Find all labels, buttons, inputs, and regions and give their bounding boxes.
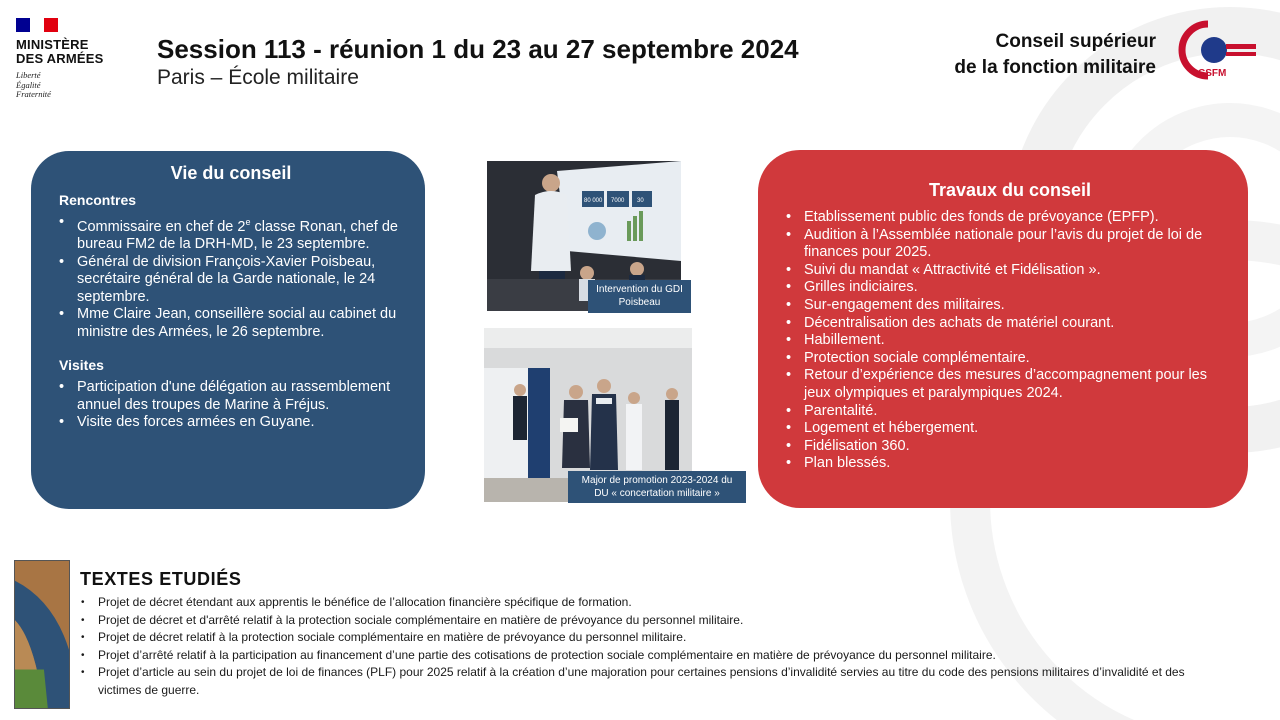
list-item: • Visite des forces armées en Guyane. [77,414,403,432]
list-item: • Etablissement public des fonds de prévoyance (EPFP). [804,209,1220,227]
visites-heading: Visites [59,357,104,374]
travaux-du-conseil-panel [758,150,1248,508]
screen-stat-3: 30 [637,198,644,204]
travaux-list [804,209,1220,473]
photo-caption-2: Major de promotion 2023-2024 du DU « concertation militaire » [568,471,746,503]
csfm-full-name: Conseil supérieur de la fonction militaire [954,31,1156,78]
list-item: • Mme Claire Jean, conseillère social au cabinet du ministre des Armées, le 26 septembre. [77,306,403,341]
visites-list [59,379,403,432]
ministere-des-armees-logo [16,18,126,100]
list-item: • Projet de décret et d'arrêté relatif à la protection sociale complémentaire en matière de prévoyance du personnel militaire. [98,612,1228,630]
list-item: • Plan blessés. [804,455,1220,473]
list-item: • Suivi du mandat « Attractivité et Fidélisation ». [804,262,1220,280]
list-item: • Participation d'une délégation au rassemblement annuel des troupes de Marine à Fréjus. [77,379,403,414]
screen-stat-2: 7000 [611,198,625,204]
list-item: • Projet d’arrêté relatif à la participation au financement d’une partie des cotisations de protection sociale complémentaire en matière de prévoyance du personnel militaire. [98,647,1228,665]
list-item: • Fidélisation 360. [804,438,1220,456]
vie-du-conseil-panel [31,151,425,509]
decorative-stripe [14,560,70,709]
list-item: • Commissaire en chef de 2e classe Ronan, chef de bureau FM2 de la DRH-MD, le 23 septembre. [77,214,403,254]
ministry-name: MINISTÈRE DES ARMÉES [16,37,104,66]
list-item: • Parentalité. [804,403,1220,421]
list-item: • Retour d’expérience des mesures d’accompagnement pour les jeux olympiques et paralympiques 2024. [804,367,1220,402]
photo-caption-1: Intervention du GDI Poisbeau [588,280,691,313]
csfm-logo-text: CSFM [1198,68,1227,79]
list-item: • Projet de décret relatif à la protection sociale complémentaire en matière de prévoyance du personnel militaire. [98,629,1228,647]
list-item: • Habillement. [804,332,1220,350]
vie-du-conseil-title: Vie du conseil [170,163,292,183]
screen-stat-1: 80 000 [584,198,603,204]
list-item: • Projet d’article au sein du projet de loi de finances (PLF) pour 2025 relatif à la création d’une majoration pour certaines pensions d’invalidité servies au titre du code des pensions militaires d’invalidité et des victimes de guerre. [98,664,1228,699]
textes-etudies-heading: TEXTES ETUDIÉS [80,569,242,589]
textes-etudies-list [98,594,1228,699]
list-item: • Protection sociale complémentaire. [804,350,1220,368]
list-item: • Projet de décret étendant aux apprentis le bénéfice de l’allocation financière spécifique de formation. [98,594,1228,612]
travaux-du-conseil-title: Travaux du conseil [928,180,1092,200]
list-item: • Décentralisation des achats de matériel courant. [804,315,1220,333]
list-item: • Général de division François-Xavier Poisbeau, secrétaire général de la Garde nationale, le 24 septembre. [77,254,403,307]
rencontres-heading: Rencontres [59,192,137,208]
list-item: • Logement et hébergement. [804,420,1220,438]
french-flag-icon [16,18,58,32]
republic-motto: Liberté Égalité Fraternité [16,70,51,99]
page-subtitle: Paris – École militaire [157,66,359,89]
rencontres-list [59,214,403,341]
list-item: • Audition à l’Assemblée nationale pour l’avis du projet de loi de finances pour 2025. [804,227,1220,262]
list-item: • Grilles indiciaires. [804,279,1220,297]
list-item: • Sur-engagement des militaires. [804,297,1220,315]
page-title: Session 113 - réunion 1 du 23 au 27 septembre 2024 [157,34,799,64]
